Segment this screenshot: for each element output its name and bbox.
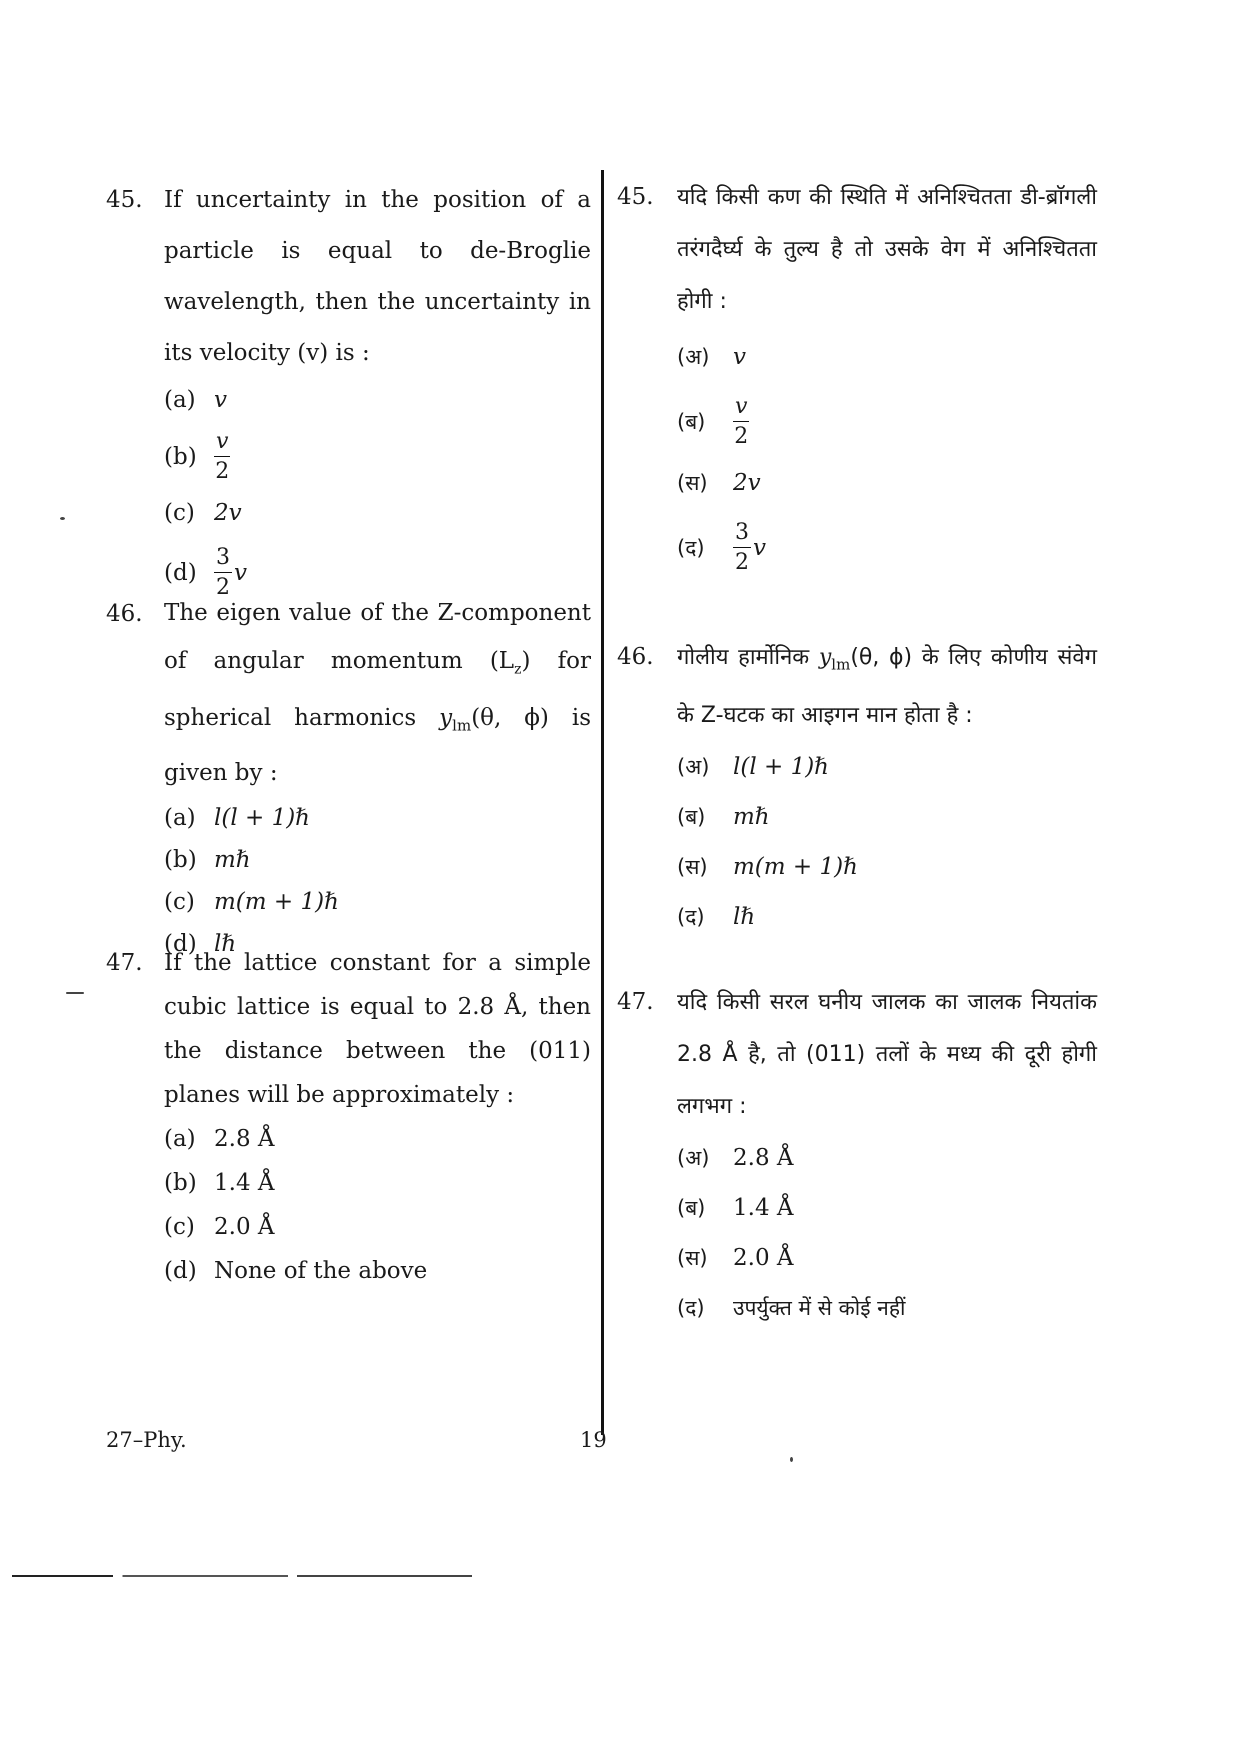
question-number: 46. xyxy=(106,601,143,627)
question-number: 45. xyxy=(617,184,654,210)
option-b: (b) 1.4 Å xyxy=(164,1170,275,1196)
options xyxy=(164,379,591,613)
question-45-en xyxy=(106,175,591,619)
option-d: (d) None of the above xyxy=(164,1258,428,1284)
question-text: यदि किसी सरल घनीय जालक का जालक नियतांक 2.8 Å है, तो (011) तलों के मध्य की दूरी होगी लगभग : xyxy=(677,990,1097,1119)
hindi-column xyxy=(617,172,1097,1333)
options xyxy=(677,328,1097,588)
fraction: $\frac{3}{2}$ xyxy=(216,545,230,600)
option-c: (c) 2v xyxy=(164,500,242,526)
question-45-hi xyxy=(617,172,1097,632)
option-d: (द) उपर्युक्त में से कोई नहीं xyxy=(677,1296,906,1320)
question-47-hi xyxy=(617,977,1097,1333)
question-text: यदि किसी कण की स्थिति में अनिश्चितता डी-ब्राॅगली तरंगदैर्घ्य के तुल्य है तो उसके वेग में अनिश्चितता होगी : xyxy=(677,185,1097,314)
option-c: (स) 2v xyxy=(677,470,761,496)
options xyxy=(677,742,1097,942)
question-text: If the lattice constant for a simple cubic lattice is equal to 2.8 Å, then the distance between the (011) planes will be approximately : xyxy=(164,950,591,1108)
english-column xyxy=(106,175,591,1293)
option-c: (स) 2.0 Å xyxy=(677,1245,794,1271)
option-b: (ब) 1.4 Å xyxy=(677,1195,794,1221)
fraction: $\frac{v}{2}$ xyxy=(734,394,749,449)
question-number: 47. xyxy=(106,950,143,976)
question-number: 45. xyxy=(106,187,143,213)
fraction: $\frac{3}{2}$ xyxy=(735,520,749,575)
question-text: गोलीय हार्मोनिक $y_{lm}(\theta$, ϕ) के लिए कोणीय संवेग के Z-घटक का आइगन मान होता है : xyxy=(677,645,1097,729)
option-a: (अ) v xyxy=(677,344,746,370)
option-c: (c) 2.0 Å xyxy=(164,1214,275,1240)
scan-speck xyxy=(790,1457,793,1462)
question-46-hi xyxy=(617,632,1097,977)
option-c: (स) m(m + 1)ℏ xyxy=(677,854,858,881)
scan-speck xyxy=(66,992,84,994)
option-d: (द) lℏ xyxy=(677,904,756,931)
option-b: (ब) $\frac{v}{2}$ xyxy=(677,394,749,449)
option-d: (d) lℏ xyxy=(164,931,237,958)
question-47-en xyxy=(106,941,591,1293)
option-b: (ब) mℏ xyxy=(677,804,770,831)
scan-artifact-line xyxy=(12,1575,472,1577)
page-number: 19 xyxy=(580,1428,607,1452)
question-text: The eigen value of the Z-component of angular momentum $(L_z)$ for spherical harmonics $y_{lm}(\theta$, ϕ) is given by : xyxy=(164,600,592,787)
question-number: 47. xyxy=(617,989,654,1015)
option-a: (अ) l(l + 1)ℏ xyxy=(677,754,829,781)
option-b: (b) mℏ xyxy=(164,847,251,874)
options xyxy=(164,797,591,965)
column-divider xyxy=(601,170,604,1435)
option-d: (द) $\frac{3}{2}$ v xyxy=(677,520,766,575)
question-number: 46. xyxy=(617,644,654,670)
option-b: (b) $\frac{v}{2}$ xyxy=(164,429,230,484)
option-c: (c) m(m + 1)ℏ xyxy=(164,889,339,916)
options xyxy=(164,1117,591,1293)
option-a: (a) 2.8 Å xyxy=(164,1126,275,1152)
options xyxy=(677,1133,1097,1333)
option-d: (d) $\frac{3}{2}$ v xyxy=(164,545,247,600)
paper-code: 27–Phy. xyxy=(106,1428,187,1452)
option-a: (a) l(l + 1)ℏ xyxy=(164,805,310,832)
option-a: (a) v xyxy=(164,387,227,413)
scan-speck xyxy=(60,517,65,520)
question-text: If uncertainty in the position of a particle is equal to de-Broglie wavelength, then the uncertainty in its velocity (v) is : xyxy=(164,187,591,366)
question-46-en xyxy=(106,589,592,958)
option-a: (अ) 2.8 Å xyxy=(677,1145,794,1171)
fraction: $\frac{v}{2}$ xyxy=(215,429,230,484)
